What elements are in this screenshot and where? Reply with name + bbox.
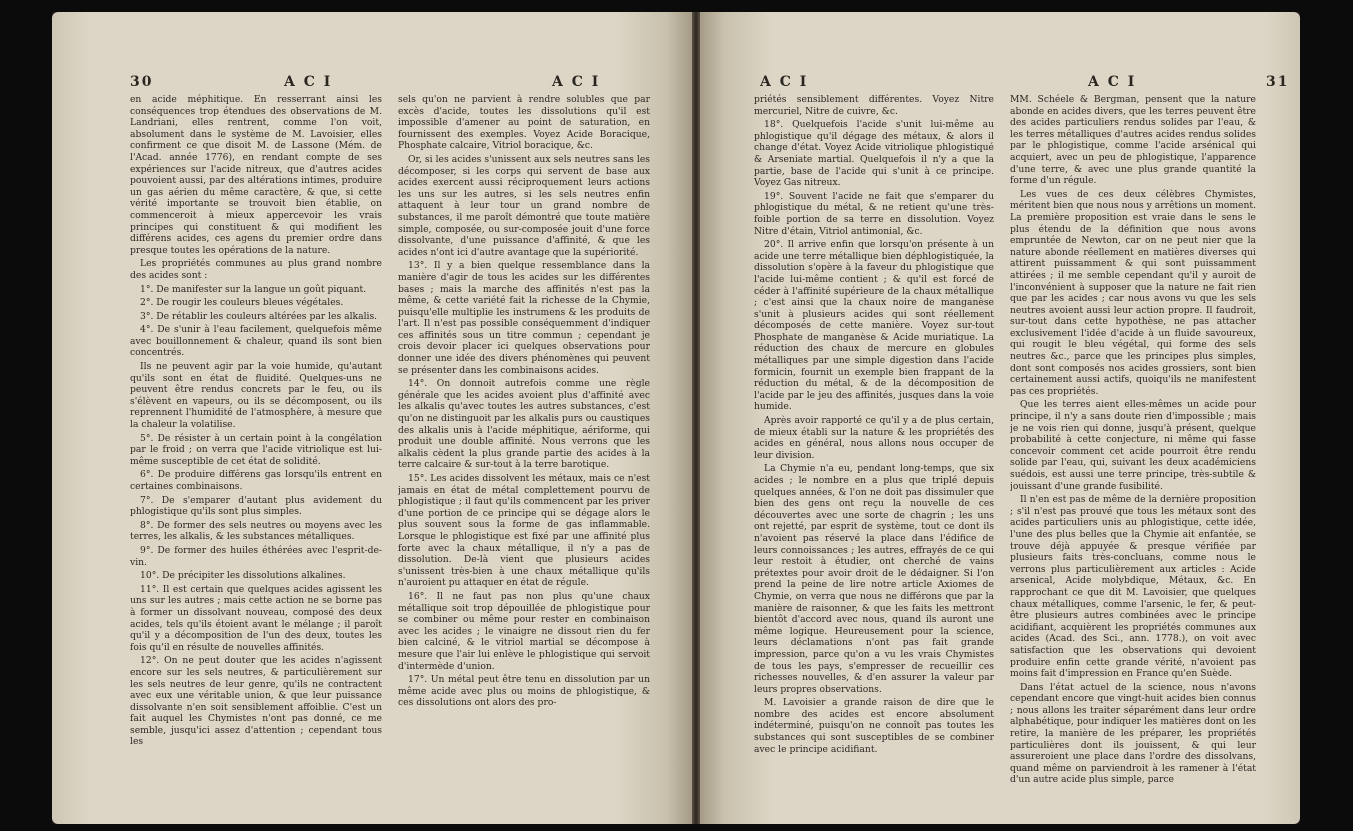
paragraph: 16°. Il ne faut pas non plus qu'une chaux métallique soit trop dépouillée de phlogistique pour se combiner ou même pour rester en combinaison avec les acides ; le vinaigre ne dissout rien du fer bien calciné, & le vitriol martial se décompose à mesure que l'air lui enlève le phlogistique qui servoit d'intermède d'union. bbox=[398, 590, 650, 672]
paragraph: Ils ne peuvent agir par la voie humide, qu'autant qu'ils sont en état de fluidité. Quelques-uns ne peuvent être rendus concrets par le feu, ou ils s'élèvent en vapeurs, ou ils se décomposent, ou ils reprennent l'humidité de l'atmosphère, à mesure que la chaleur la volatilise. bbox=[130, 361, 382, 431]
paragraph: Les propriétés communes au plus grand nombre des acides sont : bbox=[130, 258, 382, 281]
paragraph: 1°. De manifester sur la langue un goût piquant. bbox=[140, 283, 367, 295]
paragraph: 5°. De résister à un certain point à la congélation par le froid ; on verra que l'acide vitriolique est lui-même susceptible de cet état de solidité. bbox=[130, 432, 382, 467]
paragraph: 15°. Les acides dissolvent les métaux, mais ce n'est jamais en état de métal complettement pourvu de phlogistique ; il faut qu'ils commencent par les priver d'une portion de ce principe qui se dégage alors le plus souvent sous la forme de gas inflammable. Lorsque le phlogistique est fixé par une affinité plus forte avec la chaux métallique, il n'y a pas de dissolution. De-là vient que plusieurs acides s'unissent très-bien à une chaux métallique qu'ils n'auroient pu attaquer en état de régule. bbox=[398, 473, 650, 589]
paragraph: 2°. De rougir les couleurs bleues végétales. bbox=[140, 297, 344, 309]
paragraph: 4°. De s'unir à l'eau facilement, quelquefois même avec bouillonnement & chaleur, quand ils sont bien concentrés. bbox=[130, 324, 382, 359]
paragraph: 11°. Il est certain que quelques acides agissent les uns sur les autres ; mais cette action ne se borne pas à former un dissolvant nouveau, composé des deux acides, tels qu'ils étoient avant le mélange ; il paroît qu'il y a décomposition de l'un des deux, toutes les fois qu'il en résulte de nouvelles affinités. bbox=[130, 583, 382, 653]
running-head: A C I bbox=[552, 74, 601, 90]
paragraph: 13°. Il y a bien quelque ressemblance dans la manière d'agir de tous les acides sur les différentes bases ; mais la marche des affinités n'est pas la même, & cette variété fait la richesse de la Chymie, puisqu'elle multiplie les instrumens & les produits de l'art. Il n'est pas possible conséquemment d'indiquer ces affinités sous un titre commun ; cependant je crois devoir placer ici quelques observations pour donner une idée des divers phénomènes qui peuvent se présenter dans les combinaisons acides. bbox=[398, 260, 650, 376]
paragraph: priétés sensiblement différentes. Voyez Nitre mercuriel, Nitre de cuivre, &c. bbox=[754, 94, 994, 117]
paragraph: sels qu'on ne parvient à rendre solubles que par excès d'acide, toutes les dissolutions qu'il est impossible d'amener au point de saturation, en fournissent des exemples. Voyez Acide Boracique, Phosphate calcaire, Vitriol boracique, &c. bbox=[398, 94, 650, 152]
running-head: A C I bbox=[760, 74, 809, 90]
book-spread bbox=[52, 12, 1300, 824]
paragraph: Dans l'état actuel de la science, nous n'avons cependant encore que vingt-huit acides bien connus ; nous allons les traiter séparément dans leur ordre alphabétique, pour indiquer les matières dont on les retire, la manière de les préparer, les propriétés particulières dont ils jouissent, & qui leur assureroient une place dans l'ordre des dissolvans, quand même on parviendroit à les ramener à l'état d'un autre acide plus simple, parce bbox=[1010, 681, 1256, 786]
paragraph: Que les terres aient elles-mêmes un acide pour principe, il n'y a sans doute rien d'impossible ; mais je ne vois rien qui donne, jusqu'à présent, quelque probabilité à cette conjecture, ni même qui fasse concevoir comment cet acide pourroit être rendu solide par l'eau, qui, suivant les deux académiciens suédois, est aussi une terre principe, très-subtile & jouissant d'une grande fusibilité. bbox=[1010, 399, 1256, 492]
paragraph: 6°. De produire différens gas lorsqu'ils entrent en certaines combinaisons. bbox=[130, 469, 382, 492]
page-number: 31 bbox=[1266, 74, 1290, 90]
paragraph: M. Lavoisier a grande raison de dire que le nombre des acides est encore absolument indéterminé, puisqu'on ne connoît pas toutes les substances qui sont susceptibles de se combiner avec le principe acidifiant. bbox=[754, 697, 994, 755]
right-page bbox=[700, 12, 1300, 824]
paragraph: 10°. De précipiter les dissolutions alkalines. bbox=[140, 570, 346, 582]
paragraph: 20°. Il arrive enfin que lorsqu'on présente à un acide une terre métallique bien déphlogistiquée, la dissolution s'opère à la faveur du phlogistique que l'acide lui-même contient ; & qu'il est forcé de céder à l'affinité supérieure de la chaux métallique ; c'est ainsi que la chaux noire de manganèse s'unit à plusieurs acides qui sont réellement décomposés de cette manière. Voyez sur-tout Phosphate de manganèse & Acide muriatique. La réduction des chaux de mercure en globules métalliques par une simple digestion dans l'acide formicin, fournit un exemple bien frappant de la réduction du métal, & de la décomposition de l'acide par le jeu des affinités, jusques dans la voie humide. bbox=[754, 239, 994, 413]
text-column bbox=[1010, 94, 1256, 799]
running-head: A C I bbox=[1088, 74, 1137, 90]
paragraph: Il n'en est pas de même de la dernière proposition ; s'il n'est pas prouvé que tous les métaux sont des acides particuliers unis au phlogistique, cette idée, l'une des plus belles que la Chymie ait enfantée, se trouve déjà appuyée & presque vérifiée par plusieurs faits très-concluans, comme nous le verrons plus particulièrement aux articles : Acide arsenical, Acide molybdique, Métaux, &c. En rapprochant ce que dit M. Lavoisier, que quelques chaux métalliques, comme l'arsenic, le fer, & peut-être plusieurs autres combinées avec le principe acidifiant, acquièrent les propriétés communes aux acides (Acad. des Sci., ann. 1778.), on voit avec satisfaction que les observations qui devoient produire enfin cette grande vérité, n'avoient pas moins fait d'impression en France qu'en Suède. bbox=[1010, 494, 1256, 680]
paragraph: 19°. Souvent l'acide ne fait que s'emparer du phlogistique du métal, & ne retient qu'une très-foible portion de sa terre en dissolution. Voyez Nitre d'étain, Vitriol antimonial, &c. bbox=[754, 190, 994, 237]
paragraph: 7°. De s'emparer d'autant plus avidement du phlogistique qu'ils sont plus simples. bbox=[130, 494, 382, 518]
paragraph: Or, si les acides s'unissent aux sels neutres sans les décomposer, si les corps qui servent de base aux acides exercent aussi réciproquement leurs actions les uns sur les autres, si les sels neutres enfin attaquent à leur tour un grand nombre de substances, il me paroît démontré que toute matière simple, composée, ou sur-composée jouit d'une force dissolvante, d'une puissance d'affinité, & que les acides n'ont ici d'autre avantage que la supériorité. bbox=[398, 153, 650, 258]
paragraph: Après avoir rapporté ce qu'il y a de plus certain, de mieux établi sur la nature & les propriétés des acides en général, nous allons nous occuper de leur division. bbox=[754, 415, 994, 461]
paragraph: 17°. Un métal peut être tenu en dissolution par un même acide avec plus ou moins de phlogistique, & ces dissolutions ont alors des pro- bbox=[398, 674, 650, 709]
paragraph: 9°. De former des huiles éthérées avec l'esprit-de-vin. bbox=[130, 544, 382, 568]
paragraph: en acide méphitique. En resserrant ainsi les conséquences trop étendues des observations de M. Landriani, elles rentrent, comme l'on voit, absolument dans le système de M. Lavoisier, elles confirment ce que disoit M. de Lassone (Mém. de l'Acad. année 1776), en rendant compte de ses expériences sur l'acide nitreux, que d'autres acides pouvoient aussi, par des altérations intimes, produire un gas aérien du même caractère, & que, si cette vérité importante se trouvoit bien établie, on commenceroit à mieux appercevoir les vrais principes qui constituent & qui modifient les différens acides, ces agens du premier ordre dans presque toutes les opérations de la nature. bbox=[130, 94, 382, 256]
text-column bbox=[398, 94, 650, 799]
left-page bbox=[52, 12, 692, 824]
paragraph: 12°. On ne peut douter que les acides n'agissent encore sur les sels neutres, & particulièrement sur les sels neutres de leur genre, qu'ils ne contractent avec eux une véritable union, & que leur puissance dissolvante n'en soit sensiblement affoiblie. C'est un fait auquel les Chymistes n'ont pas donné, ce me semble, jusqu'ici assez d'attention ; cependant tous les bbox=[130, 655, 382, 748]
running-head: A C I bbox=[284, 74, 333, 90]
paragraph: La Chymie n'a eu, pendant long-temps, que six acides ; le nombre en a plus que triplé depuis quelques années, & l'on ne doit pas dissimuler que bien des gens ont reçu la nouvelle de ces découvertes avec une sorte de chagrin ; les uns ont rejetté, par esprit de système, tout ce dont ils n'avoient pas réservé la place dans l'édifice de leurs connoissances ; les autres, effrayés de ce qui leur restoit à étudier, ont cherché de vains prétextes pour avoir droit de le dédaigner. Si l'on prend la peine de lire notre article Axiomes de Chymie, on verra que nous ne différons que par la manière de raisonner, & que les faits les mettront bientôt d'accord avec nous, quand ils auront une même logique. Heureusement pour la science, leurs déclamations n'ont pas fait grande impression, parce qu'on a vu les vrais Chymistes de tous les pays, s'empresser de recueillir ces richesses nouvelles, & d'en assurer la valeur par leurs propres observations. bbox=[754, 463, 994, 695]
page-number: 30 bbox=[130, 74, 154, 90]
book-gutter bbox=[692, 12, 700, 824]
text-column bbox=[754, 94, 994, 799]
paragraph: 18°. Quelquefois l'acide s'unit lui-même au phlogistique qu'il dégage des métaux, & alors il change d'état. Voyez Acide vitriolique phlogistiqué & Arseniate martial. Quelquefois il n'y a que la partie, base de l'acide qui s'unit à ce principe. Voyez Gas nitreux. bbox=[754, 119, 994, 189]
paragraph: 3°. De rétablir les couleurs altérées par les alkalis. bbox=[140, 310, 378, 322]
paragraph: Les vues de ces deux célèbres Chymistes, méritent bien que nous nous y arrêtions un moment. La première proposition est vraie dans le sens le plus étendu de la définition que nous avons empruntée de Newton, car on ne peut nier que la nature abonde réellement en matières diverses qui attirent puissamment & qui sont puissamment attirées ; il me semble cependant qu'il y auroit de l'inconvénient à supposer que la nature ne fait rien que par les acides ; car nous avons vu que les sels neutres avoient aussi leur action propre. Il faudroit, sur-tout dans cette hypothèse, ne pas attacher exclusivement l'idée d'acide à un fluide savoureux, qui rougit le bleu végétal, qui forme des sels neutres &c., parce que les principes plus simples, dont sont composés nos acides grossiers, sont bien certainement aussi actifs, quoiqu'ils ne manifestent pas ces propriétés. bbox=[1010, 188, 1256, 397]
text-column bbox=[130, 94, 382, 799]
paragraph: 14°. On donnoit autrefois comme une règle générale que les acides avoient plus d'affinité avec les alkalis qu'avec toutes les autres substances, c'est qu'on ne distinguoit par les alkalis purs ou caustiques des alkalis unis à l'acide méphitique, aériforme, qui produit une double affinité. Nous verrons que les alkalis cèdent la plus grande partie des acides à la terre calcaire & sur-tout à la terre barotique. bbox=[398, 378, 650, 471]
paragraph: MM. Schéele & Bergman, pensent que la nature abonde en acides divers, que les terres peuvent être des acides particuliers rendus solides par l'eau, & les terres métalliques d'autres acides rendus solides par le phlogistique, comme l'acide arsénical qui acquiert, avec un peu de phlogistique, l'apparence d'une terre, & avec une plus grande quantité la forme d'un régule. bbox=[1010, 94, 1256, 187]
paragraph: 8°. De former des sels neutres ou moyens avec les terres, les alkalis, & les substances métalliques. bbox=[130, 519, 382, 543]
